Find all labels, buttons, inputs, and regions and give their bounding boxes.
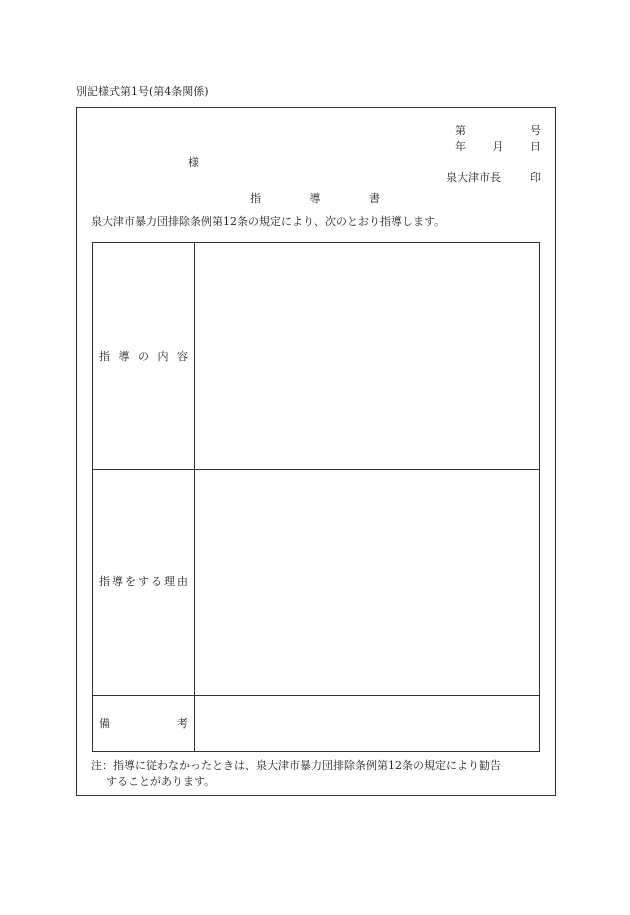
label-char: 導 — [118, 350, 130, 363]
addressee: 様 — [188, 156, 199, 169]
form-number-label: 別記様式第1号(第4条関係) — [76, 85, 209, 98]
label-char: 指 — [99, 575, 110, 588]
row-label-remarks — [99, 717, 188, 730]
issuer-title: 泉大津市長 — [446, 171, 501, 184]
label-char: の — [138, 350, 149, 363]
row-label-guidance-reason — [99, 575, 188, 588]
footnote-continuation: することがあります。 — [106, 775, 216, 788]
number-suffix: 号 — [530, 124, 541, 137]
date-day: 日 — [530, 140, 541, 153]
label-char: 備 — [99, 717, 110, 730]
label-char: 由 — [177, 575, 188, 588]
seal-mark: 印 — [530, 171, 541, 184]
label-char: 容 — [177, 350, 188, 363]
intro-text: 泉大津市暴力団排除条例第12条の規定により、次のとおり指導します。 — [91, 215, 446, 228]
guidance-table — [92, 242, 540, 752]
number-prefix: 第 — [455, 124, 466, 137]
label-char: す — [138, 575, 149, 588]
title-char: 導 — [309, 192, 321, 205]
guidance-content-field[interactable] — [195, 243, 539, 469]
label-char: る — [151, 575, 162, 588]
label-char: 導 — [112, 575, 123, 588]
issue-date — [455, 140, 541, 153]
title-char: 書 — [369, 192, 380, 205]
label-char: 指 — [99, 350, 110, 363]
label-char: を — [125, 575, 136, 588]
label-char: 内 — [157, 350, 169, 363]
issuer — [446, 171, 541, 184]
document-title — [250, 192, 380, 205]
remarks-field[interactable] — [195, 696, 539, 751]
label-char: 理 — [164, 575, 175, 588]
guidance-reason-field[interactable] — [195, 470, 539, 695]
footnote: 注：指導に従わなかったときは、泉大津市暴力団排除条例第12条の規定により勧告 — [91, 759, 501, 772]
title-char: 指 — [250, 192, 261, 205]
date-month: 月 — [492, 140, 504, 153]
document-number — [455, 124, 541, 137]
date-year: 年 — [455, 140, 466, 153]
label-char: 考 — [177, 717, 188, 730]
row-label-guidance-content — [99, 350, 188, 363]
